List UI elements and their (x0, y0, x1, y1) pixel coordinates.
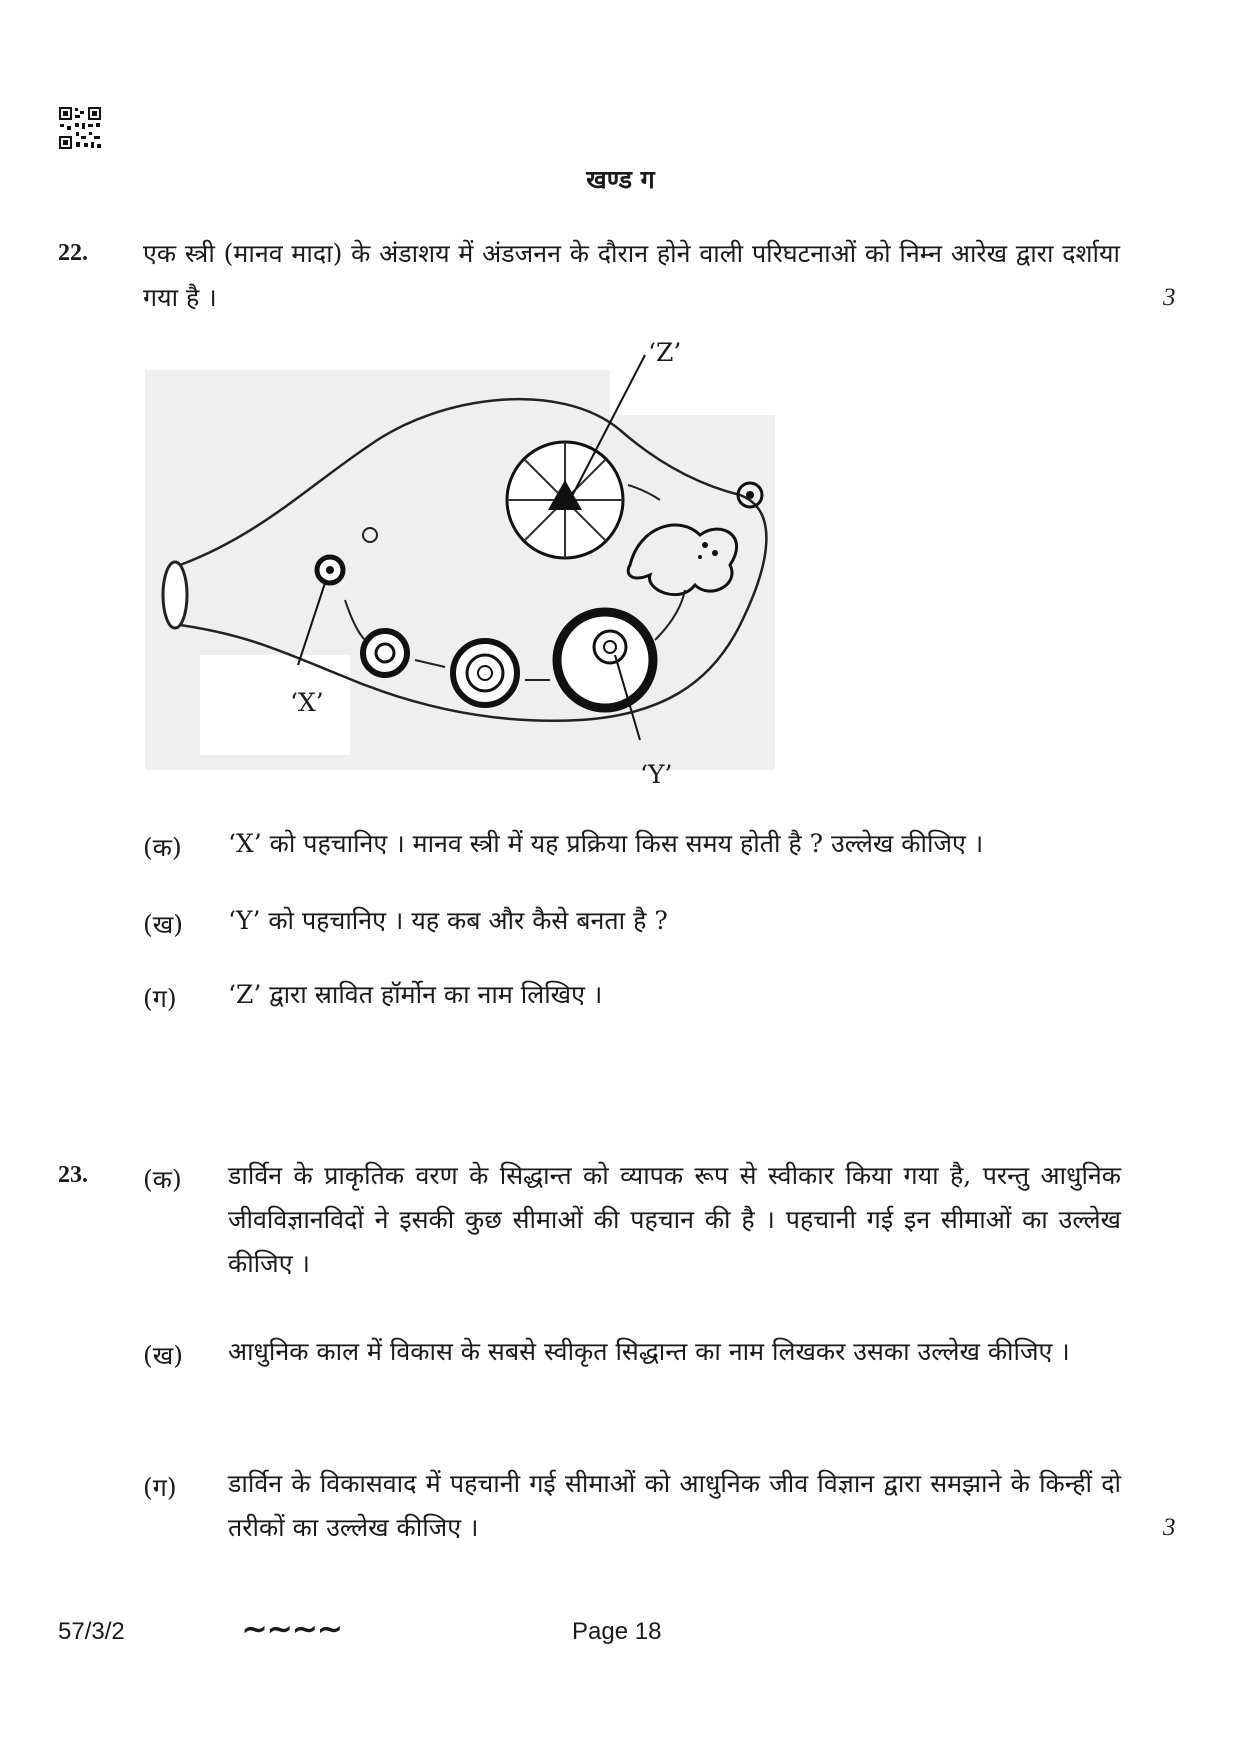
section-title: खण्ड ग (586, 165, 655, 194)
qr-code-icon (58, 106, 102, 150)
q23-part-kha-letter: (ख) (143, 1341, 183, 1370)
diagram-label-z: ‘Z’ (648, 338, 682, 367)
q22-part-ka-letter: (क) (143, 833, 182, 862)
ovary-oogenesis-diagram (140, 335, 780, 775)
q22-part-ga-letter: (ग) (143, 984, 177, 1013)
page-number: Page 18 (572, 1618, 662, 1645)
q23-part-ka-text: डार्विन के प्राकृतिक वरण के सिद्धान्त को व्यापक रूप से स्वीकार किया गया है, परन्तु आधुनिक जीवविज्ञानविदों ने इसकी कुछ सीमाओं की पहचान की है । पहचानी गई इन सीमाओं का उल्लेख कीजिए । (228, 1161, 1121, 1278)
q23-part-ka-letter: (क) (143, 1165, 182, 1194)
q23-part-kha-text: आधुनिक काल में विकास के सबसे स्वीकृत सिद्धान्त का नाम लिखकर उसका उल्लेख कीजिए । (228, 1337, 1070, 1366)
question-22-number: 22. (58, 240, 88, 266)
question-23-number: 23. (58, 1162, 88, 1188)
q22-part-kha-letter: (ख) (143, 910, 183, 939)
diagram-label-y: ‘Y’ (640, 760, 673, 789)
q22-part-kha-text: ‘Y’ को पहचानिए । यह कब और कैसे बनता है ? (228, 906, 668, 935)
question-23-marks: 3 (1163, 1514, 1176, 1541)
question-22-marks: 3 (1163, 284, 1176, 311)
q23-part-ga-text: डार्विन के विकासवाद में पहचानी गई सीमाओं को आधुनिक जीव विज्ञान द्वारा समझाने के किन्हीं दो तरीकों का उल्लेख कीजिए । (228, 1469, 1121, 1542)
q22-part-ka-text: ‘X’ को पहचानिए । मानव स्त्री में यह प्रक्रिया किस समय होती है ? उल्लेख कीजिए । (228, 829, 984, 858)
q23-part-ga-letter: (ग) (143, 1473, 177, 1502)
paper-code: 57/3/2 (58, 1618, 125, 1645)
q22-part-ga-text: ‘Z’ द्वारा स्रावित हॉर्मोन का नाम लिखिए । (228, 980, 603, 1009)
footer-separator: ∼∼∼∼ (242, 1613, 343, 1646)
diagram-label-x: ‘X’ (290, 688, 324, 717)
question-22-text: एक स्त्री (मानव मादा) के अंडाशय में अंडजनन के दौरान होने वाली परिघटनाओं को निम्न आरेख द्वारा दर्शाया गया है । (143, 239, 1120, 312)
